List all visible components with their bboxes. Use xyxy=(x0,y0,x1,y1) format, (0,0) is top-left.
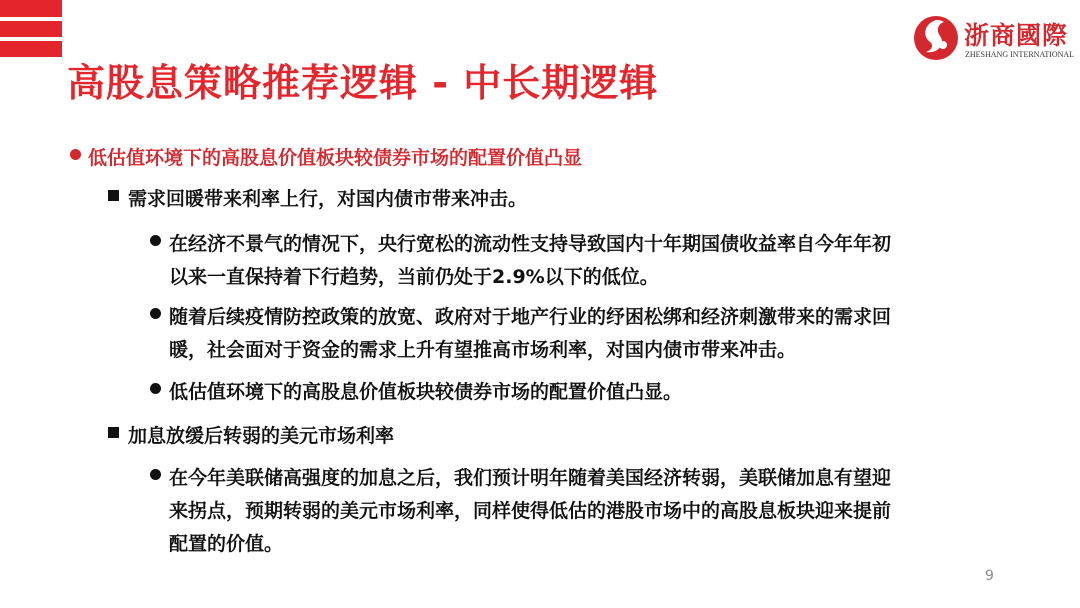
point-text: 低估值环境下的高股息价值板块较债券市场的配置价值凸显。 xyxy=(169,381,683,403)
point-text: 以来一直保持着下行趋势，当前仍处于2.9%以下的低位。 xyxy=(169,266,659,288)
point-text: 来拐点，预期转弱的美元市场利率，同样使得低估的港股市场中的高股息板块迎来提前 xyxy=(169,500,892,522)
bullet-square-icon xyxy=(108,190,119,201)
logo-chinese-name: 浙商國際 xyxy=(964,21,1069,50)
logo-english-name: ZHESHANG INTERNATIONAL xyxy=(965,50,1075,59)
bullet-square-icon xyxy=(108,427,119,438)
point-text: 随着后续疫情防控政策的放宽、政府对于地产行业的纾困松绑和经济刺激带来的需求回 xyxy=(169,306,892,328)
bullet-dot-icon xyxy=(150,469,161,480)
section-label: 需求回暖带来利率上行，对国内债市带来冲击。 xyxy=(128,188,528,210)
section-label: 加息放缓后转弱的美元市场利率 xyxy=(128,425,395,447)
bullet-dot-icon xyxy=(150,308,161,319)
slide-title: 高股息策略推荐逻辑 - 中长期逻辑 xyxy=(67,61,659,105)
point-text: 在今年美联储高强度的加息之后，我们预计明年随着美国经济转弱，美联储加息有望迎 xyxy=(169,467,892,489)
point-text: 配置的价值。 xyxy=(169,533,284,555)
bullet-dot-icon xyxy=(70,149,81,160)
point-text: 在经济不景气的情况下，央行宽松的流动性支持导致国内十年期国债收益率自今年年初 xyxy=(169,233,892,255)
page-number: 9 xyxy=(985,568,994,584)
point-text: 暖，社会面对于资金的需求上升有望推高市场利率，对国内债市带来冲击。 xyxy=(169,339,797,361)
bullet-dot-icon xyxy=(150,235,161,246)
bullet-dot-icon xyxy=(150,383,161,394)
main-heading: 低估值环境下的高股息价值板块较债券市场的配置价值凸显 xyxy=(88,147,583,169)
